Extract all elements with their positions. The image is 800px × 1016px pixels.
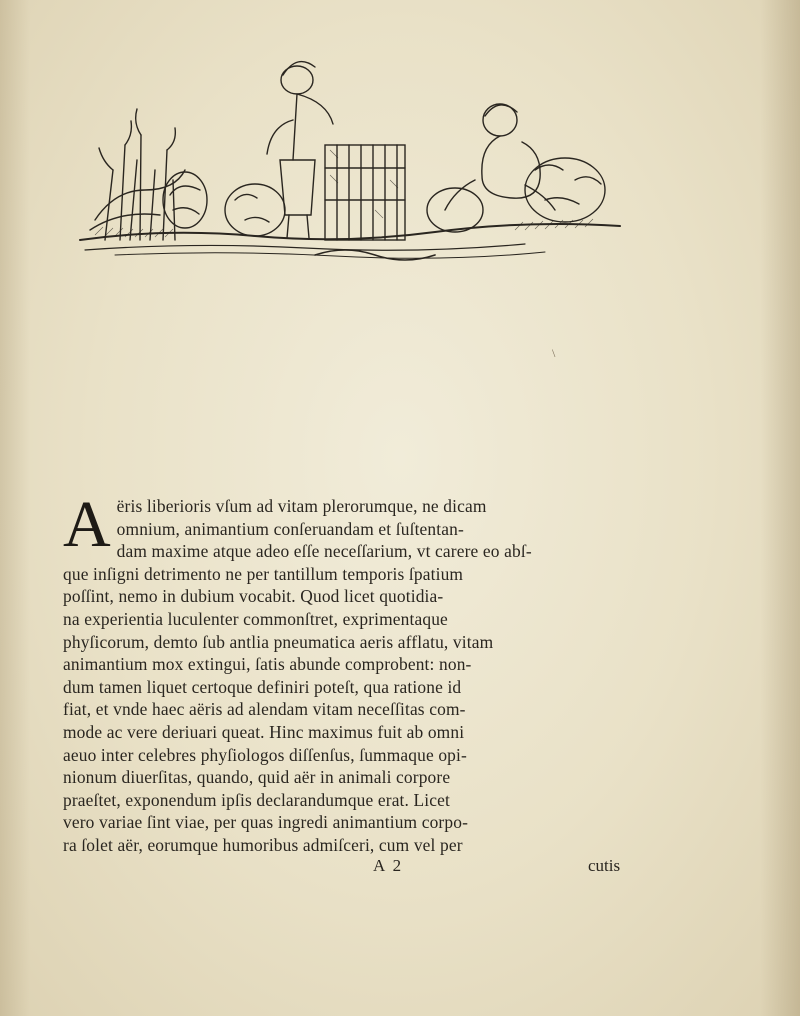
paragraph-lines	[63, 488, 641, 857]
text-line: vero variae ſint viae, per quas ingredi animantium corpo-	[63, 812, 469, 833]
text-line: phyſicorum, demto ſub antlia pneumatica aeris afflatu, vitam	[63, 631, 494, 652]
text-line: nionum diuerſitas, quando, quid aër in animali corpore	[63, 767, 451, 788]
text-line: na experientia luculenter commonſtret, exprimentaque	[63, 608, 448, 629]
text-line: ra ſolet aër, eorumque humoribus admiſceri, cum vel per	[63, 834, 463, 855]
text-line: aeuo inter celebres phyſiologos diſſenſus, ſummaque opi-	[63, 744, 467, 765]
text-line: praeſtet, exponendum ipſis declarandumque erat. Licet	[63, 789, 451, 810]
page-edge-shadow-left	[0, 0, 30, 1016]
page-edge-shadow-right	[760, 0, 800, 1016]
text-line: dum tamen liquet certoque definiri poteſt, qua ratione id	[63, 676, 462, 697]
body-paragraph	[63, 488, 641, 857]
text-line: omnium, animantium conſeruandam et ſuſtentan-	[116, 518, 464, 539]
catchword: cutis	[588, 856, 621, 875]
text-line: poſſint, nemo in dubium vocabit. Quod licet quotidia-	[63, 586, 444, 607]
drop-cap: A	[63, 488, 111, 561]
text-line: animantium mox extingui, ſatis abunde comprobent: non-	[63, 654, 472, 675]
text-line: que inſigni detrimento ne per tantillum temporis ſpatium	[63, 563, 464, 584]
text-line: fiat, et vnde haec aëris ad alendam vitam neceſſitas com-	[63, 699, 466, 720]
text-line: dam maxime atque adeo eſſe neceſſarium, vt carere eo abſ-	[116, 541, 532, 562]
headpiece-woodcut-illustration	[75, 50, 625, 265]
text-line: ëris liberioris vſum ad vitam plerorumque, ne dicam	[116, 496, 487, 516]
stray-ink-mark: \	[552, 346, 556, 360]
signature-mark: A 2	[373, 856, 404, 875]
text-line: mode ac vere deriuari queat. Hinc maximus fuit ab omni	[63, 721, 465, 742]
